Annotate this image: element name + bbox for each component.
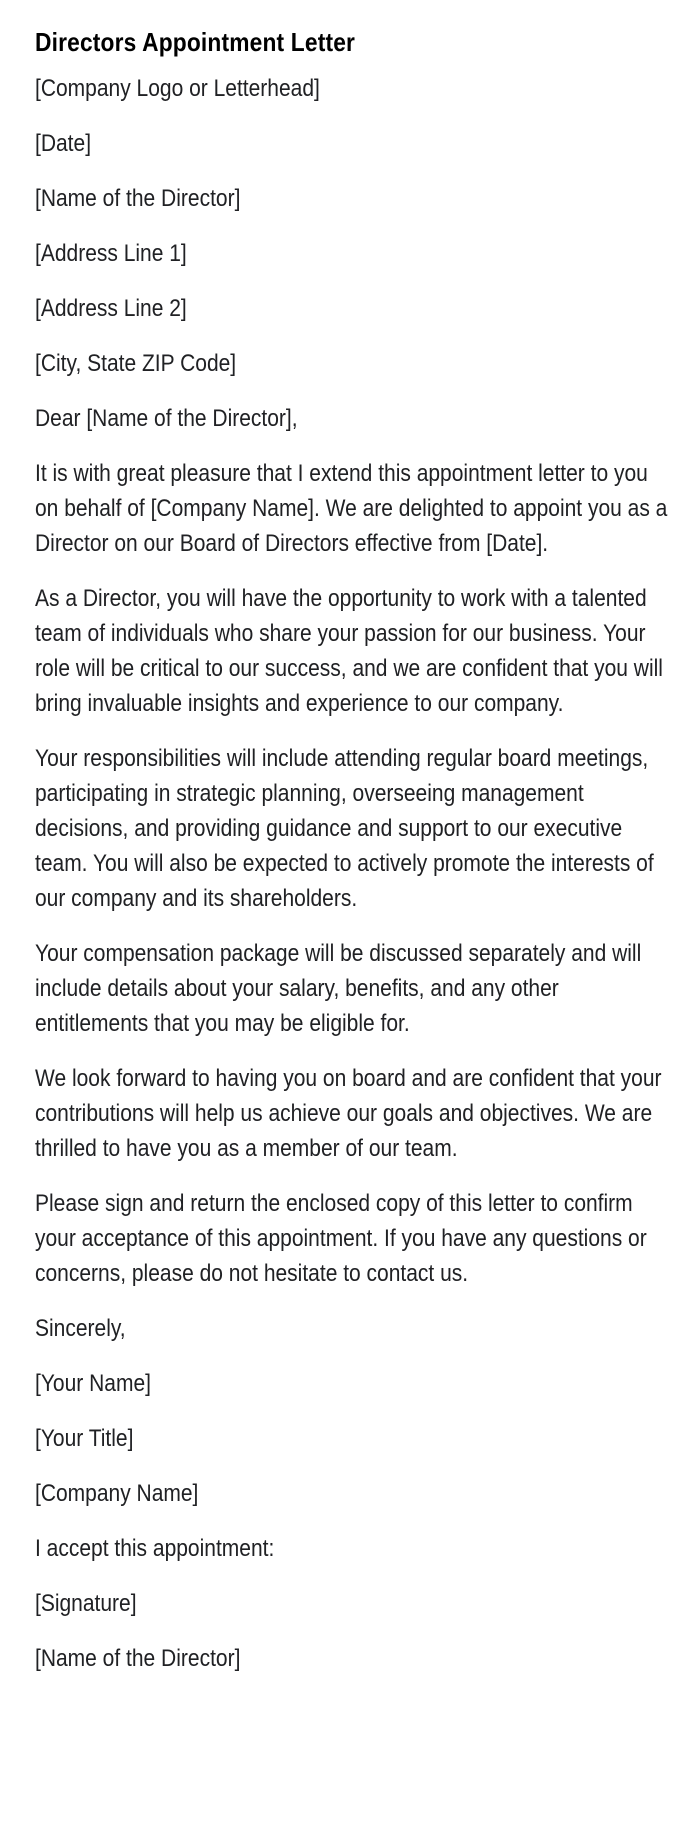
letter-paragraph: [Address Line 1] xyxy=(35,240,187,267)
letter-paragraph: As a Director, you will have the opportunity to work with a talented team of individuals who share your passion for our business. Your role will be critical to our success, and we are confident that you will bring invaluable insights and experience to our company. xyxy=(35,585,663,717)
letter-paragraph: [Date] xyxy=(35,130,92,157)
letter-paragraph: We look forward to having you on board and are confident that your contributions will help us achieve our goals and objectives. We are thrilled to have you as a member of our team. xyxy=(35,1065,662,1162)
letter-paragraph: Your compensation package will be discussed separately and will include details about your salary, benefits, and any other entitlements that you may be eligible for. xyxy=(35,940,642,1037)
letter-paragraph: [Signature] xyxy=(35,1590,137,1617)
letter-paragraph: Dear [Name of the Director], xyxy=(35,405,298,432)
letter-content xyxy=(35,25,674,1676)
letter-paragraph: Your responsibilities will include attending regular board meetings, participating in strategic planning, overseeing management decisions, and providing guidance and support to our executive team. You will also be expected to actively promote the interests of our company and its shareholders. xyxy=(35,745,654,912)
letter-body xyxy=(35,71,674,1676)
letter-paragraph: [Address Line 2] xyxy=(35,295,187,322)
letter-paragraph: [Your Name] xyxy=(35,1370,151,1397)
letter-paragraph: Please sign and return the enclosed copy of this letter to confirm your acceptance of this appointment. If you have any questions or concerns, please do not hesitate to contact us. xyxy=(35,1190,647,1287)
letter-paragraph: [Your Title] xyxy=(35,1425,134,1452)
letter-paragraph: I accept this appointment: xyxy=(35,1535,275,1562)
letter-title: Directors Appointment Letter xyxy=(35,27,356,57)
letter-paragraph: [Company Logo or Letterhead] xyxy=(35,75,320,102)
letter-paragraph: [City, State ZIP Code] xyxy=(35,350,237,377)
letter-paragraph: It is with great pleasure that I extend this appointment letter to you on behalf of [Company Name]. We are delighted to appoint you as a Director on our Board of Directors effective from [Date]. xyxy=(35,460,668,557)
letter-paragraph: [Name of the Director] xyxy=(35,1645,241,1672)
letter-paragraph: Sincerely, xyxy=(35,1315,126,1342)
letter-paragraph: [Company Name] xyxy=(35,1480,199,1507)
letter-paragraph: [Name of the Director] xyxy=(35,185,241,212)
